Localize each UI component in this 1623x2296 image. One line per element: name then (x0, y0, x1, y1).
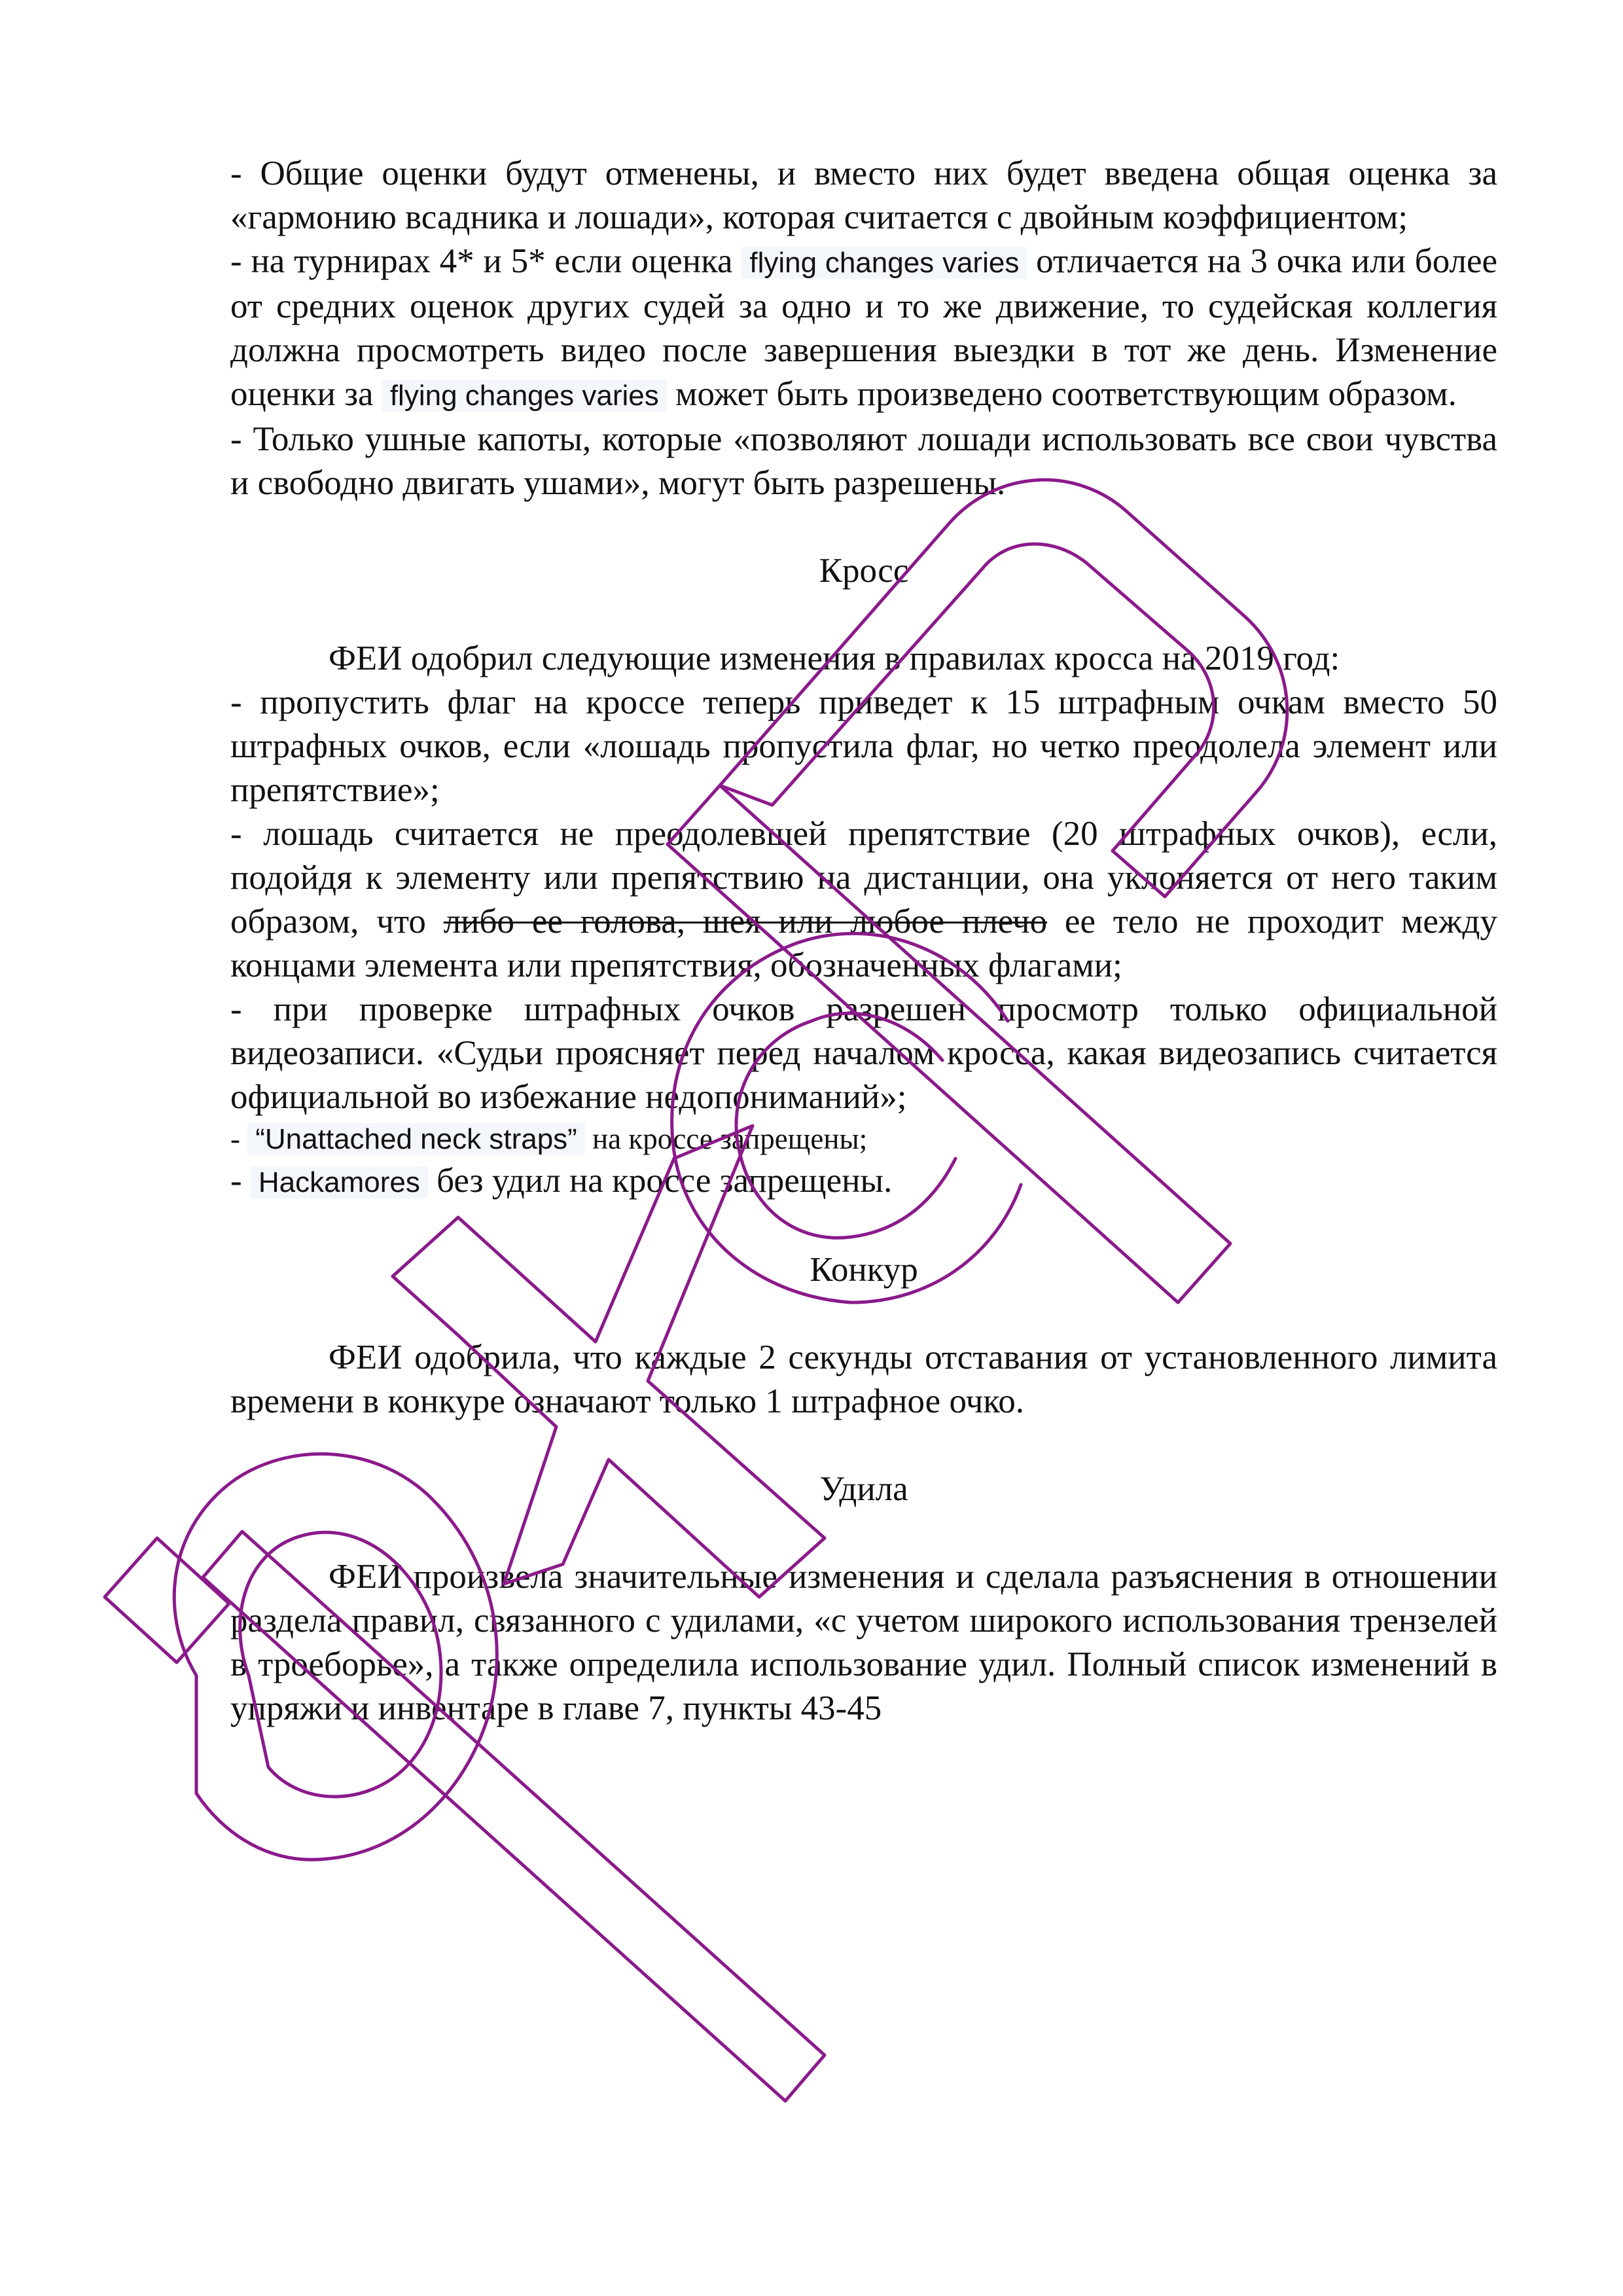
cross-item-5-text: без удил на кроссе запрещены. (427, 1162, 893, 1200)
section-heading-jumping: Конкур (810, 1251, 918, 1289)
watermark-letter-f-stem-inner (105, 1538, 229, 1662)
section-heading-bits: Удила (819, 1470, 908, 1508)
cross-item-1: - пропустить флаг на кроссе теперь приведет к 15 штрафным очкам вместо 50 штрафных очков, если «лошадь пропустила флаг, но четко преодолела элемент или препятствие»; (230, 683, 1497, 809)
struck-through-text: либо ее голова, шея или любое плечо (443, 903, 1048, 941)
cross-item-4-text: на кроссе запрещены; (584, 1122, 868, 1155)
highlighted-english-term: flying changes varies (741, 247, 1027, 279)
highlighted-english-term: Hackamores (251, 1166, 428, 1198)
rules-paragraph-2 (230, 240, 1497, 418)
cross-item-2 (230, 812, 1497, 988)
document-body (230, 152, 1497, 1731)
rules-p2-part-b: отличается на 3 очка или более от средних оценок других судей за одно и то же движение, то судейская коллегия должна просмотреть видео после завершения выездки в тот же день. Изменение оценки за (230, 242, 1498, 413)
cross-item-3: - при проверке штрафных очков разрешен просмотр только официальной видеозаписи. «Судьи проясняет перед началом кросса, какая видеозапись считается официальной во избежание недопониманий»; (230, 990, 1497, 1116)
rules-p2-part-a: - на турнирах 4* и 5* если оценка (230, 242, 742, 280)
cross-item-2-part-b: ее тело не проходит между концами элемента или препятствия, обозначенных флагами; (230, 903, 1497, 984)
section-heading-cross: Кросс (819, 552, 909, 590)
bits-paragraph: ФЕИ произвела значительные изменения и сделала разъяснения в отношении раздела правил, связанного с удилами, «с учетом широкого использования трензелей в троеборье», а также определила использование удил. Полный список изменений в упряжи и инвентаре в главе 7, пункты 43-45 (230, 1558, 1497, 1727)
cross-item-5-dash: - (230, 1162, 251, 1200)
jumping-paragraph: ФЕИ одобрила, что каждые 2 секунды отставания от установленного лимита времени в конкуре означают только 1 штрафное очко. (230, 1338, 1497, 1420)
rules-p2-part-c: может быть произведено соответствующим образом. (666, 375, 1457, 413)
cross-item-4 (230, 1119, 1497, 1159)
cross-item-4-dash: - (230, 1122, 248, 1155)
highlighted-english-term: flying changes varies (382, 380, 667, 412)
cross-intro: ФЕИ одобрил следующие изменения в правилах кросса на 2019 год: (329, 639, 1340, 677)
cross-item-5 (230, 1159, 1497, 1204)
rules-paragraph-3: - Только ушные капоты, которые «позволяют лошади использовать все свои чувства и свободно двигать ушами», могут быть разрешены. (230, 420, 1497, 502)
highlighted-english-term: “Unattached neck straps” (247, 1123, 585, 1155)
cross-item-2-part-a: - лошадь считается не преодолевшей препятствие (20 штрафных очков), если, подойдя к элементу или препятствию на дистанции, она уклоняется от него таким образом, что (230, 815, 1497, 941)
rules-paragraph-1: - Общие оценки будут отменены, и вместо них будет введена общая оценка за «гармонию всадника и лошади», которая считается с двойным коэффициентом; (230, 154, 1497, 236)
